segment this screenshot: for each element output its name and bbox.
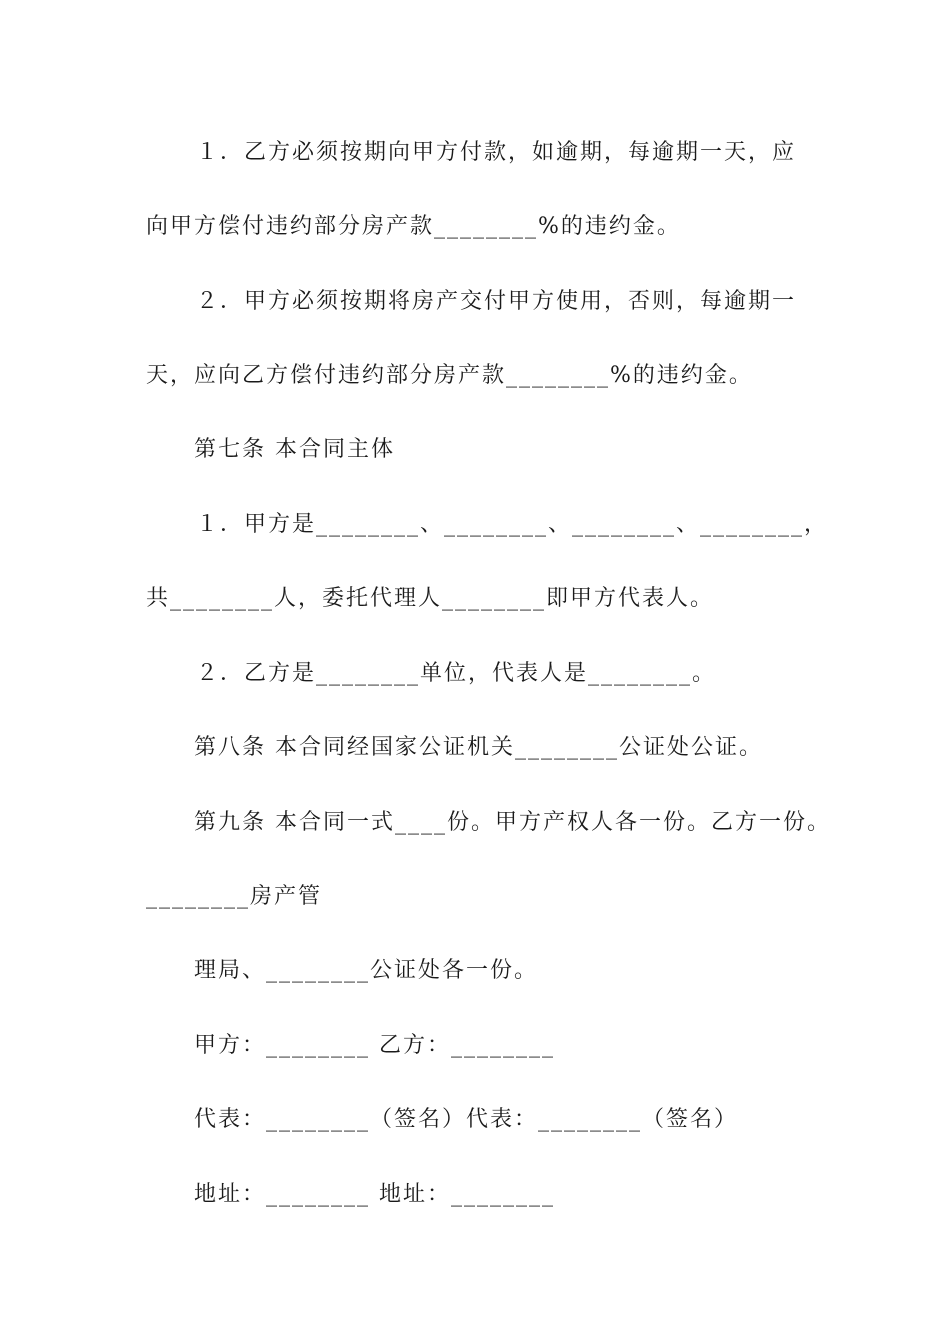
clause-9-line-3: 理局、________公证处各一份。 (194, 958, 539, 983)
clause-6-item-1-line-2: 向甲方偿付违约部分房产款________%的违约金。 (146, 214, 681, 239)
clause-6-item-2-line-2: 天，应向乙方偿付违约部分房产款________%的违约金。 (146, 363, 753, 388)
clause-6-item-1-line-1: １．乙方必须按期向甲方付款，如逾期，每逾期一天，应 (196, 140, 797, 165)
clause-7-heading: 第七条 本合同主体 (194, 437, 395, 462)
signature-parties: 甲方：________ 乙方：________ (194, 1033, 555, 1058)
signature-representatives: 代表：________（签名）代表：________（签名） (194, 1107, 739, 1132)
clause-7-item-1-line-2: 共________人，委托代理人________即甲方代表人。 (146, 586, 715, 611)
clause-7-item-2: ２．乙方是________单位，代表人是________。 (196, 661, 717, 686)
clause-6-item-2-line-1: ２．甲方必须按期将房产交付甲方使用，否则，每逾期一 (196, 289, 797, 314)
clause-9-line-2: ________房产管 (146, 884, 323, 909)
signature-addresses: 地址：________ 地址：________ (194, 1182, 555, 1207)
clause-8: 第八条 本合同经国家公证机关________公证处公证。 (194, 735, 763, 760)
clause-9-line-1: 第九条 本合同一式____份。甲方产权人各一份。乙方一份。 (194, 810, 831, 835)
clause-7-item-1-line-1: １．甲方是________、________、________、________， (196, 512, 829, 537)
